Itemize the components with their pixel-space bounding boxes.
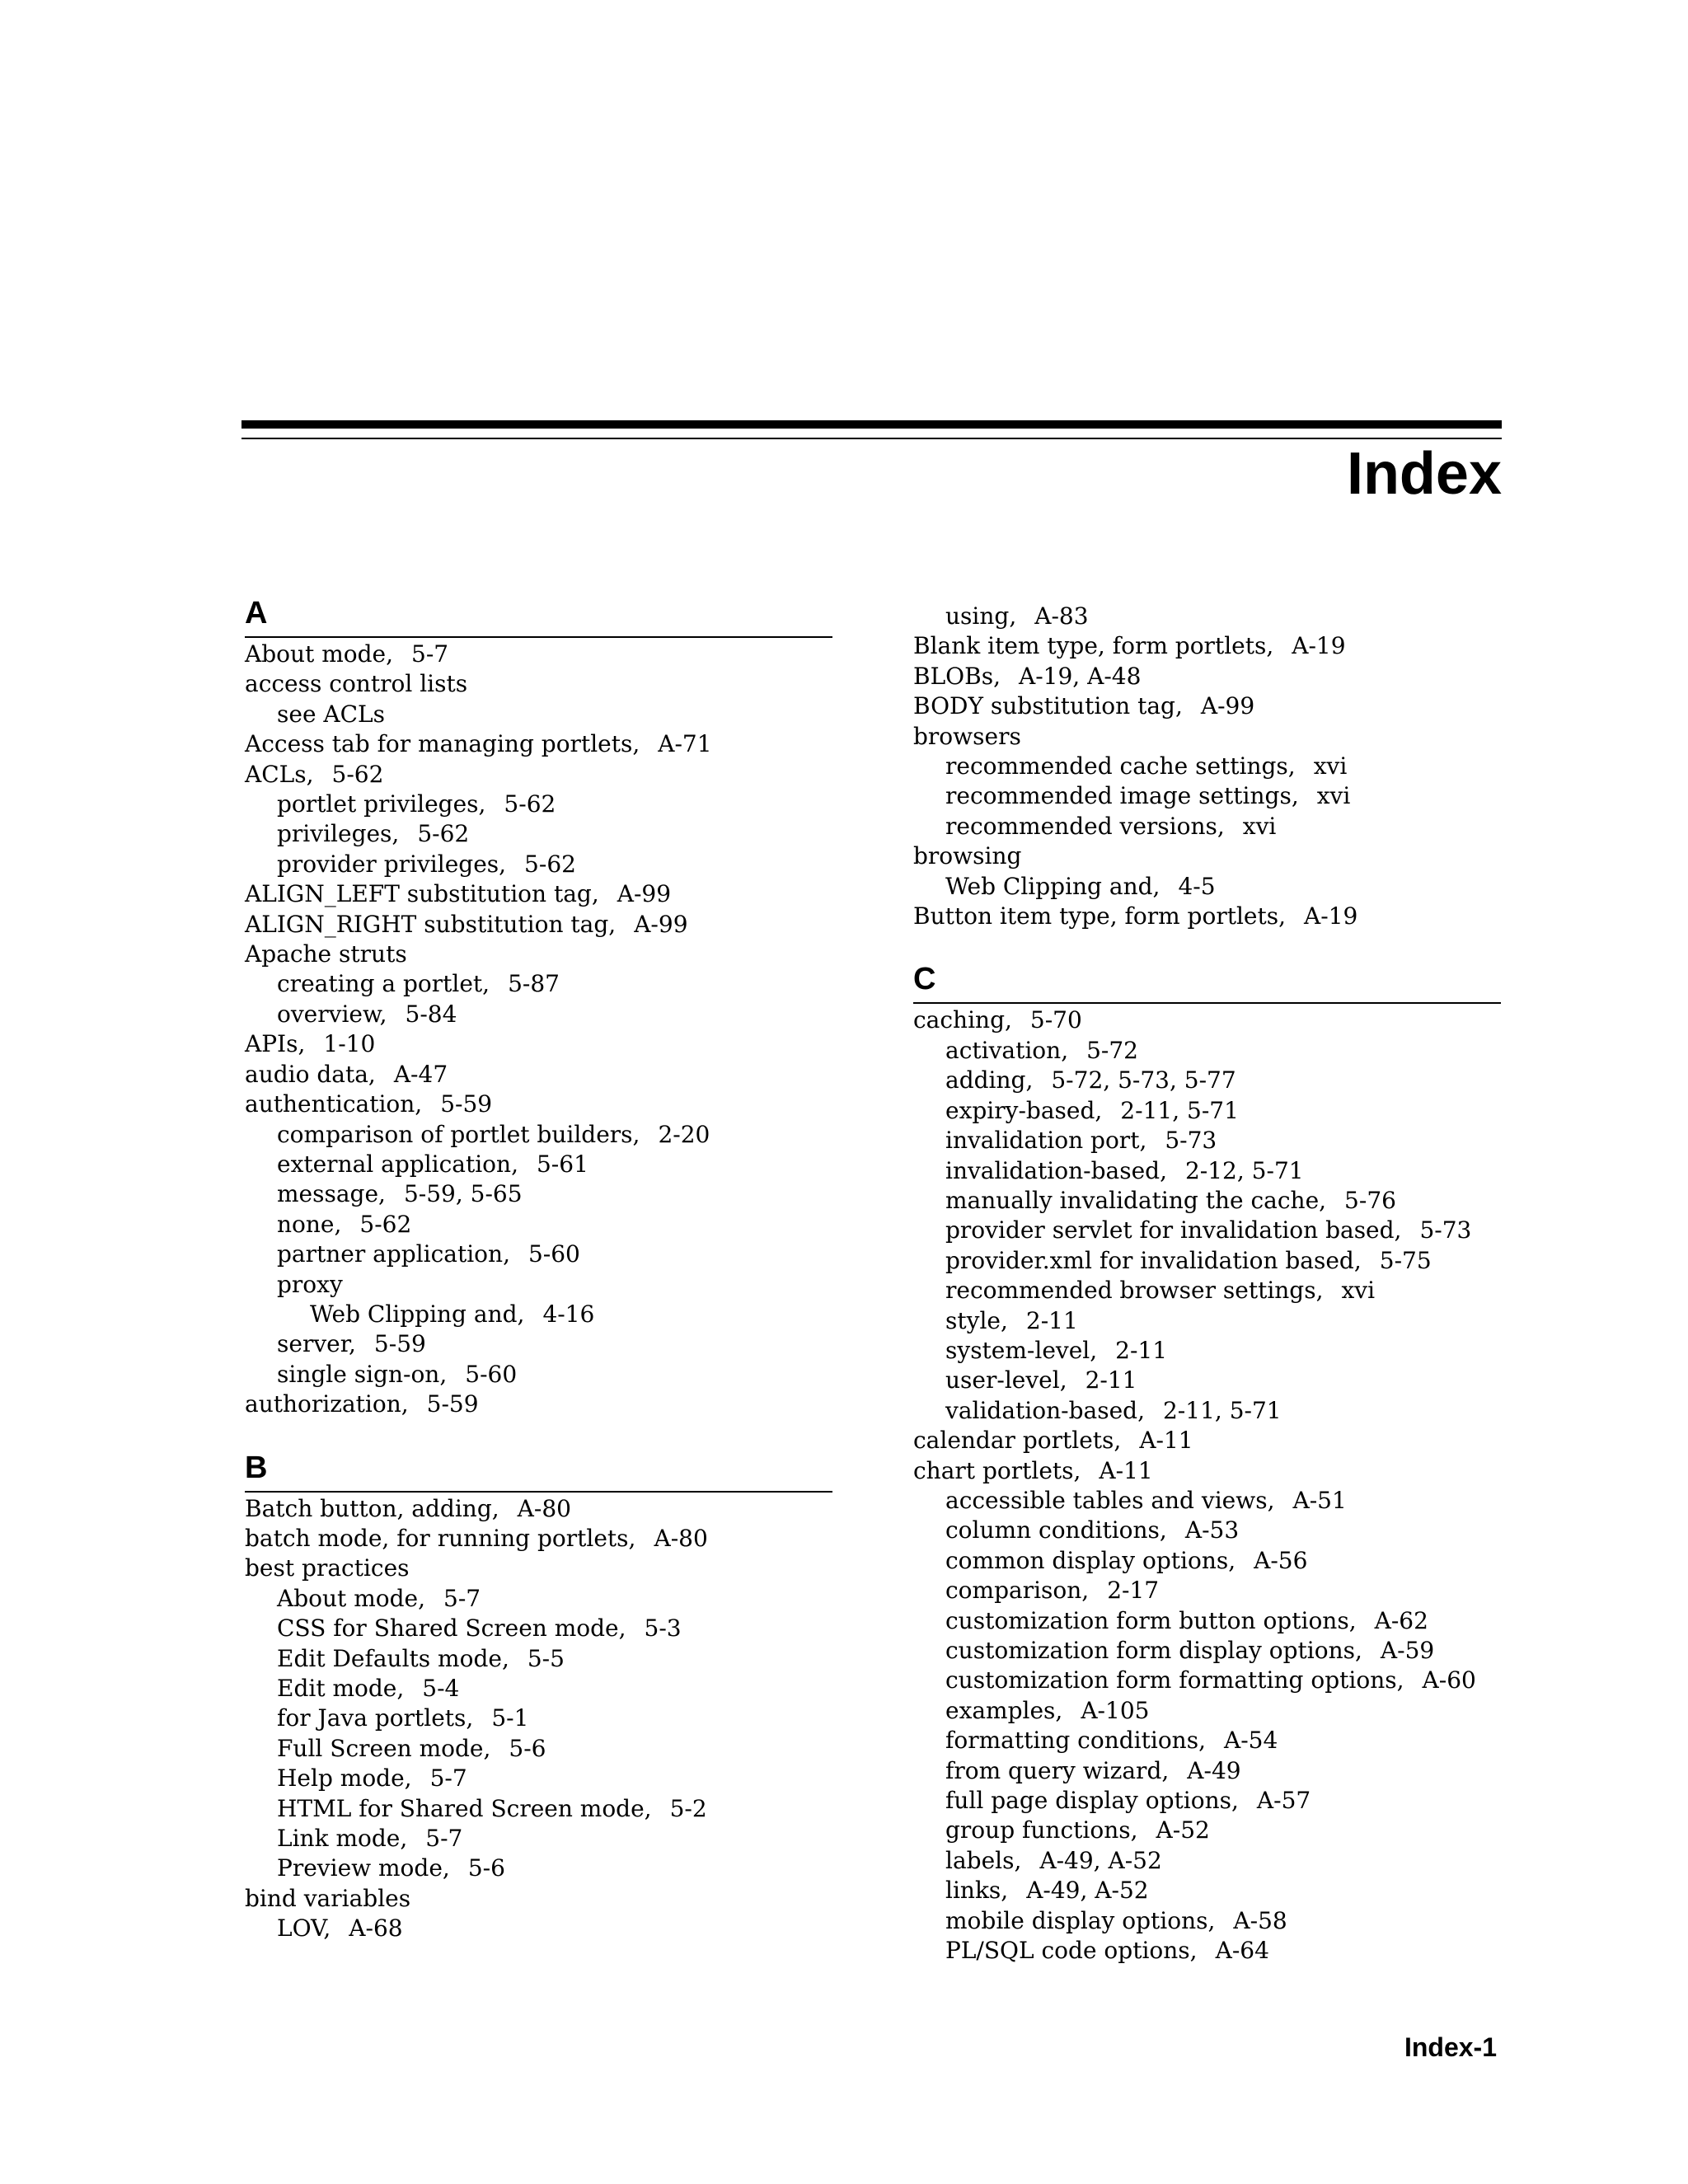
index-entry xyxy=(245,1179,832,1209)
index-page-ref[interactable]: 5-72, 5-73, 5-77 xyxy=(1051,1066,1236,1094)
index-term: creating a portlet, xyxy=(277,970,490,998)
index-entry xyxy=(913,1216,1501,1245)
index-page-ref[interactable]: 5-5 xyxy=(527,1644,565,1672)
index-page-ref[interactable]: 5-73 xyxy=(1165,1127,1217,1155)
index-entry xyxy=(245,1674,832,1704)
index-page-ref[interactable]: A-52 xyxy=(1156,1816,1210,1844)
index-entry xyxy=(245,850,832,879)
index-entry xyxy=(245,1390,832,1419)
index-term: Edit Defaults mode, xyxy=(277,1644,509,1672)
index-entry xyxy=(913,1546,1501,1576)
index-entry xyxy=(913,1486,1501,1516)
index-term: links, xyxy=(945,1877,1009,1905)
index-term: About mode, xyxy=(245,640,393,668)
index-entry xyxy=(245,819,832,849)
index-term: ACLs, xyxy=(245,760,314,788)
index-page-ref[interactable]: 5-62 xyxy=(331,760,384,788)
index-term: using, xyxy=(945,602,1017,630)
index-entry xyxy=(913,1156,1501,1186)
index-page-ref[interactable]: A-53 xyxy=(1184,1516,1240,1544)
index-page-ref[interactable]: A-19 xyxy=(1292,632,1346,660)
index-term: server, xyxy=(277,1330,356,1358)
index-term: customization form formatting options, xyxy=(945,1666,1404,1694)
index-entry xyxy=(913,1516,1501,1545)
title-rule-thin xyxy=(241,438,1502,439)
index-term: see ACLs xyxy=(277,700,386,728)
index-page-ref[interactable]: A-49 xyxy=(1187,1756,1241,1784)
index-page-ref[interactable]: xvi xyxy=(1242,812,1277,840)
index-page-ref[interactable]: 5-7 xyxy=(443,1584,481,1612)
index-entry xyxy=(913,1726,1501,1755)
index-entry xyxy=(913,841,1501,871)
index-entry xyxy=(913,902,1501,931)
index-entry xyxy=(245,760,832,790)
index-page-ref[interactable]: 2-11, 5-71 xyxy=(1162,1396,1282,1424)
index-term: access control lists xyxy=(245,670,468,698)
index-page-ref[interactable]: 5-62 xyxy=(417,820,470,848)
index-page-ref[interactable]: 5-87 xyxy=(508,970,560,998)
index-entry xyxy=(245,1524,832,1554)
index-term: recommended image settings, xyxy=(945,782,1299,810)
index-entry xyxy=(913,1276,1501,1305)
index-page-ref[interactable]: 2-11, 5-71 xyxy=(1120,1096,1239,1124)
index-entry xyxy=(913,1096,1501,1126)
index-entry xyxy=(245,1210,832,1240)
index-term: best practices xyxy=(245,1554,410,1582)
index-page-ref[interactable]: 2-11 xyxy=(1025,1306,1078,1334)
index-entry xyxy=(913,1816,1501,1845)
index-term: common display options, xyxy=(945,1546,1236,1574)
index-term: Web Clipping and, xyxy=(945,872,1160,900)
index-entry xyxy=(245,1554,832,1583)
index-term: comparison of portlet builders, xyxy=(277,1120,640,1148)
title-rule-thick xyxy=(241,420,1502,429)
index-page-ref[interactable]: A-19, A-48 xyxy=(1018,662,1142,690)
index-term: Blank item type, form portlets, xyxy=(913,632,1274,660)
index-page-ref[interactable]: 5-73 xyxy=(1419,1216,1472,1244)
index-section xyxy=(913,959,1501,1966)
index-term: formatting conditions, xyxy=(945,1727,1206,1755)
index-entry xyxy=(913,662,1501,691)
index-entry xyxy=(245,1300,832,1329)
index-page-ref[interactable]: A-68 xyxy=(349,1915,403,1943)
index-term: PL/SQL code options, xyxy=(945,1937,1198,1965)
index-page-ref[interactable]: 5-72 xyxy=(1086,1036,1138,1064)
index-entry xyxy=(245,1644,832,1674)
index-entry xyxy=(913,631,1501,661)
index-page-ref[interactable]: 5-59 xyxy=(440,1090,493,1118)
index-page-ref[interactable]: 5-7 xyxy=(411,640,449,668)
index-entry xyxy=(913,1696,1501,1726)
index-page-ref[interactable]: 5-4 xyxy=(422,1675,460,1702)
index-page-ref[interactable]: 5-61 xyxy=(536,1150,588,1178)
index-page-ref[interactable]: A-80 xyxy=(654,1524,708,1552)
index-page-ref[interactable]: 5-59 xyxy=(426,1390,479,1418)
index-term: full page display options, xyxy=(945,1787,1239,1815)
index-term: invalidation port, xyxy=(945,1127,1147,1155)
index-page-ref[interactable]: 5-1 xyxy=(491,1704,529,1732)
index-page-ref[interactable]: A-58 xyxy=(1233,1906,1287,1934)
index-page-ref[interactable]: A-60 xyxy=(1422,1666,1476,1694)
index-term: Preview mode, xyxy=(277,1854,450,1882)
index-term: provider servlet for invalidation based, xyxy=(945,1216,1402,1244)
index-page-ref[interactable]: 5-7 xyxy=(425,1825,463,1853)
index-page-ref[interactable]: 5-62 xyxy=(504,790,556,818)
index-term: for Java portlets, xyxy=(277,1704,474,1732)
index-entry xyxy=(245,910,832,940)
index-page-ref[interactable]: xvi xyxy=(1341,1277,1376,1305)
index-entry xyxy=(245,1329,832,1359)
index-entry xyxy=(913,1456,1501,1486)
index-entry xyxy=(913,812,1501,841)
index-entry xyxy=(245,879,832,909)
index-page-ref[interactable]: A-83 xyxy=(1034,602,1089,630)
index-entry xyxy=(245,1734,832,1764)
index-entry-list xyxy=(913,602,1501,931)
index-page-ref[interactable]: xvi xyxy=(1316,782,1351,810)
index-page-ref[interactable]: A-11 xyxy=(1139,1427,1193,1455)
index-entry xyxy=(913,752,1501,781)
index-page-ref[interactable]: A-54 xyxy=(1223,1727,1278,1755)
index-term: examples, xyxy=(945,1696,1063,1724)
index-page-ref[interactable]: A-11 xyxy=(1099,1456,1153,1484)
index-term: partner application, xyxy=(277,1240,510,1268)
index-entry xyxy=(913,1666,1501,1695)
index-page-ref[interactable]: 2-20 xyxy=(658,1120,710,1148)
index-entry xyxy=(913,1606,1501,1636)
index-page-ref[interactable]: A-99 xyxy=(1200,692,1255,720)
index-term: About mode, xyxy=(277,1584,425,1612)
index-entry xyxy=(245,669,832,699)
index-page-ref[interactable]: A-49, A-52 xyxy=(1039,1846,1162,1874)
index-term: expiry-based, xyxy=(945,1096,1103,1124)
index-term: customization form button options, xyxy=(945,1606,1357,1634)
index-entry xyxy=(913,602,1501,631)
index-term: authorization, xyxy=(245,1390,409,1418)
index-entry xyxy=(913,1186,1501,1216)
index-term: audio data, xyxy=(245,1060,376,1088)
index-page-ref[interactable]: A-105 xyxy=(1081,1696,1150,1724)
index-term: Access tab for managing portlets, xyxy=(245,730,640,758)
index-entry xyxy=(913,1846,1501,1876)
index-column-right xyxy=(913,602,1501,1994)
index-page-ref[interactable]: 5-6 xyxy=(467,1854,505,1882)
index-term: external application, xyxy=(277,1150,518,1178)
index-term: Apache struts xyxy=(245,940,407,968)
index-page-ref[interactable]: 5-2 xyxy=(669,1794,707,1822)
index-entry xyxy=(913,1396,1501,1426)
index-section xyxy=(245,1448,832,1944)
index-page-ref[interactable]: A-57 xyxy=(1256,1787,1311,1815)
page-title: Index xyxy=(1346,441,1502,507)
index-term: manually invalidating the cache, xyxy=(945,1186,1327,1214)
index-section xyxy=(245,593,832,1420)
index-term: adding, xyxy=(945,1066,1034,1094)
index-page-ref[interactable]: 4-5 xyxy=(1178,872,1216,900)
section-letter-heading: C xyxy=(913,959,1501,1004)
index-entry xyxy=(245,1029,832,1059)
index-entry xyxy=(245,1240,832,1269)
index-entry xyxy=(245,790,832,819)
index-term: APIs, xyxy=(245,1030,306,1058)
index-page-ref[interactable]: 4-16 xyxy=(542,1300,595,1328)
index-entry xyxy=(913,1036,1501,1066)
index-entry xyxy=(913,1426,1501,1455)
index-page-ref[interactable]: 5-7 xyxy=(429,1765,467,1793)
index-entry xyxy=(913,1636,1501,1666)
index-entry xyxy=(245,1584,832,1614)
index-entry xyxy=(913,1786,1501,1816)
index-term: style, xyxy=(945,1306,1008,1334)
index-entry xyxy=(245,1854,832,1883)
index-term: ALIGN_RIGHT substitution tag, xyxy=(245,910,617,938)
index-page-ref[interactable]: 5-6 xyxy=(509,1734,546,1762)
index-entry-list xyxy=(245,1494,832,1944)
index-entry xyxy=(913,691,1501,721)
index-page-ref[interactable]: 5-59, 5-65 xyxy=(403,1180,523,1208)
index-term: LOV, xyxy=(277,1915,331,1943)
index-entry xyxy=(913,1576,1501,1605)
index-term: user-level, xyxy=(945,1366,1067,1394)
index-term: recommended versions, xyxy=(945,812,1225,840)
index-term: browsing xyxy=(913,842,1022,870)
index-term: Link mode, xyxy=(277,1825,408,1853)
index-term: recommended cache settings, xyxy=(945,752,1296,780)
index-entry xyxy=(245,640,832,669)
index-section xyxy=(913,602,1501,931)
index-entry xyxy=(245,1614,832,1643)
index-entry xyxy=(913,1756,1501,1786)
index-entry xyxy=(913,722,1501,752)
index-page-ref[interactable]: 2-11 xyxy=(1115,1336,1168,1364)
index-entry xyxy=(245,1704,832,1733)
index-page-ref[interactable]: xvi xyxy=(1313,752,1348,780)
index-term: HTML for Shared Screen mode, xyxy=(277,1794,652,1822)
index-entry xyxy=(913,1336,1501,1366)
index-entry xyxy=(245,1824,832,1854)
index-page-ref[interactable]: A-62 xyxy=(1374,1606,1428,1634)
index-term: browsers xyxy=(913,722,1021,750)
index-term: bind variables xyxy=(245,1884,411,1912)
index-term: provider privileges, xyxy=(277,850,507,878)
index-entry xyxy=(245,729,832,759)
index-term: ALIGN_LEFT substitution tag, xyxy=(245,880,599,908)
index-entry xyxy=(913,1246,1501,1276)
index-page-ref[interactable]: A-47 xyxy=(393,1060,448,1088)
section-letter-heading: B xyxy=(245,1448,832,1493)
index-term: accessible tables and views, xyxy=(945,1486,1275,1514)
index-entry xyxy=(245,1150,832,1179)
index-entry xyxy=(245,1794,832,1824)
index-term: from query wizard, xyxy=(945,1756,1170,1784)
index-term: caching, xyxy=(913,1006,1012,1034)
index-entry xyxy=(245,1120,832,1150)
index-term: chart portlets, xyxy=(913,1456,1081,1484)
index-entry xyxy=(245,940,832,969)
index-term: customization form display options, xyxy=(945,1637,1362,1664)
index-term: CSS for Shared Screen mode, xyxy=(277,1615,626,1643)
page-footer: Index-1 xyxy=(1404,2032,1497,2062)
index-entry xyxy=(913,1066,1501,1095)
index-term: invalidation-based, xyxy=(945,1156,1167,1184)
index-page-ref[interactable]: A-64 xyxy=(1215,1937,1269,1965)
index-term: group functions, xyxy=(945,1816,1138,1844)
index-term: recommended browser settings, xyxy=(945,1277,1324,1305)
index-entry xyxy=(245,1884,832,1914)
index-entry xyxy=(913,1936,1501,1966)
index-page-ref[interactable]: A-59 xyxy=(1380,1637,1435,1664)
index-entry xyxy=(245,1090,832,1119)
index-term: Edit mode, xyxy=(277,1675,405,1702)
index-term: BODY substitution tag, xyxy=(913,692,1183,720)
index-page-ref[interactable]: 5-76 xyxy=(1344,1186,1396,1214)
index-entry xyxy=(913,1876,1501,1905)
index-term: Web Clipping and, xyxy=(310,1300,525,1328)
index-entry xyxy=(913,781,1501,811)
index-term: message, xyxy=(277,1180,386,1208)
index-entry xyxy=(913,1906,1501,1936)
index-term: mobile display options, xyxy=(945,1906,1216,1934)
index-page-ref[interactable]: A-19 xyxy=(1304,902,1358,930)
index-entry xyxy=(913,872,1501,902)
index-page-ref[interactable]: 5-62 xyxy=(359,1210,412,1238)
index-entry xyxy=(245,1494,832,1524)
index-term: overview, xyxy=(277,1000,387,1028)
index-term: batch mode, for running portlets, xyxy=(245,1524,636,1552)
index-page-ref[interactable]: 5-62 xyxy=(524,850,576,878)
index-term: single sign-on, xyxy=(277,1360,448,1388)
index-page-ref[interactable]: 5-3 xyxy=(644,1615,682,1643)
index-page-ref[interactable]: A-99 xyxy=(634,910,688,938)
index-entry xyxy=(245,1270,832,1300)
index-term: system-level, xyxy=(945,1336,1098,1364)
index-entry xyxy=(913,1366,1501,1395)
index-term: portlet privileges, xyxy=(277,790,486,818)
index-page-ref[interactable]: A-99 xyxy=(617,880,672,908)
index-term: none, xyxy=(277,1210,342,1238)
section-letter-heading: A xyxy=(245,593,832,638)
index-entry xyxy=(245,1360,832,1390)
index-term: privileges, xyxy=(277,820,400,848)
index-page-ref[interactable]: 5-60 xyxy=(465,1360,518,1388)
index-page-ref[interactable]: A-71 xyxy=(658,730,712,758)
index-term: proxy xyxy=(277,1270,343,1298)
index-term: column conditions, xyxy=(945,1516,1167,1544)
index-page-ref[interactable]: 1-10 xyxy=(323,1030,376,1058)
index-entry xyxy=(245,1914,832,1943)
index-term: Button item type, form portlets, xyxy=(913,902,1287,930)
index-page-ref[interactable]: A-56 xyxy=(1254,1546,1308,1574)
index-term: Help mode, xyxy=(277,1765,412,1793)
index-page-ref[interactable]: 5-59 xyxy=(373,1330,426,1358)
index-entry xyxy=(913,1005,1501,1035)
index-column-left xyxy=(245,593,832,1972)
index-entry xyxy=(245,1000,832,1029)
index-page-ref[interactable]: 5-70 xyxy=(1029,1006,1082,1034)
index-term: authentication, xyxy=(245,1090,423,1118)
index-page-ref[interactable]: 2-12, 5-71 xyxy=(1184,1156,1304,1184)
index-entry xyxy=(245,1060,832,1090)
index-page-ref[interactable]: 5-84 xyxy=(405,1000,457,1028)
index-page-ref[interactable]: A-80 xyxy=(517,1494,571,1522)
index-page-ref[interactable]: 2-11 xyxy=(1085,1366,1137,1394)
index-term: comparison, xyxy=(945,1577,1090,1605)
index-entry xyxy=(245,1764,832,1793)
index-page-ref[interactable]: A-49, A-52 xyxy=(1026,1877,1149,1905)
index-term: provider.xml for invalidation based, xyxy=(945,1246,1362,1274)
index-page-ref[interactable]: 2-17 xyxy=(1107,1577,1160,1605)
index-page-ref[interactable]: 5-60 xyxy=(528,1240,580,1268)
index-term: validation-based, xyxy=(945,1396,1145,1424)
index-term: labels, xyxy=(945,1846,1022,1874)
index-term: calendar portlets, xyxy=(913,1427,1122,1455)
index-entry-list xyxy=(913,1005,1501,1966)
index-page-ref[interactable]: A-51 xyxy=(1292,1486,1347,1514)
index-entry xyxy=(245,969,832,999)
index-entry-list xyxy=(245,640,832,1420)
index-term: activation, xyxy=(945,1036,1069,1064)
index-entry xyxy=(913,1306,1501,1336)
index-term: Batch button, adding, xyxy=(245,1494,499,1522)
index-term: Full Screen mode, xyxy=(277,1734,491,1762)
index-entry xyxy=(245,700,832,729)
index-entry xyxy=(913,1126,1501,1155)
index-term: BLOBs, xyxy=(913,662,1001,690)
index-page-ref[interactable]: 5-75 xyxy=(1379,1246,1432,1274)
